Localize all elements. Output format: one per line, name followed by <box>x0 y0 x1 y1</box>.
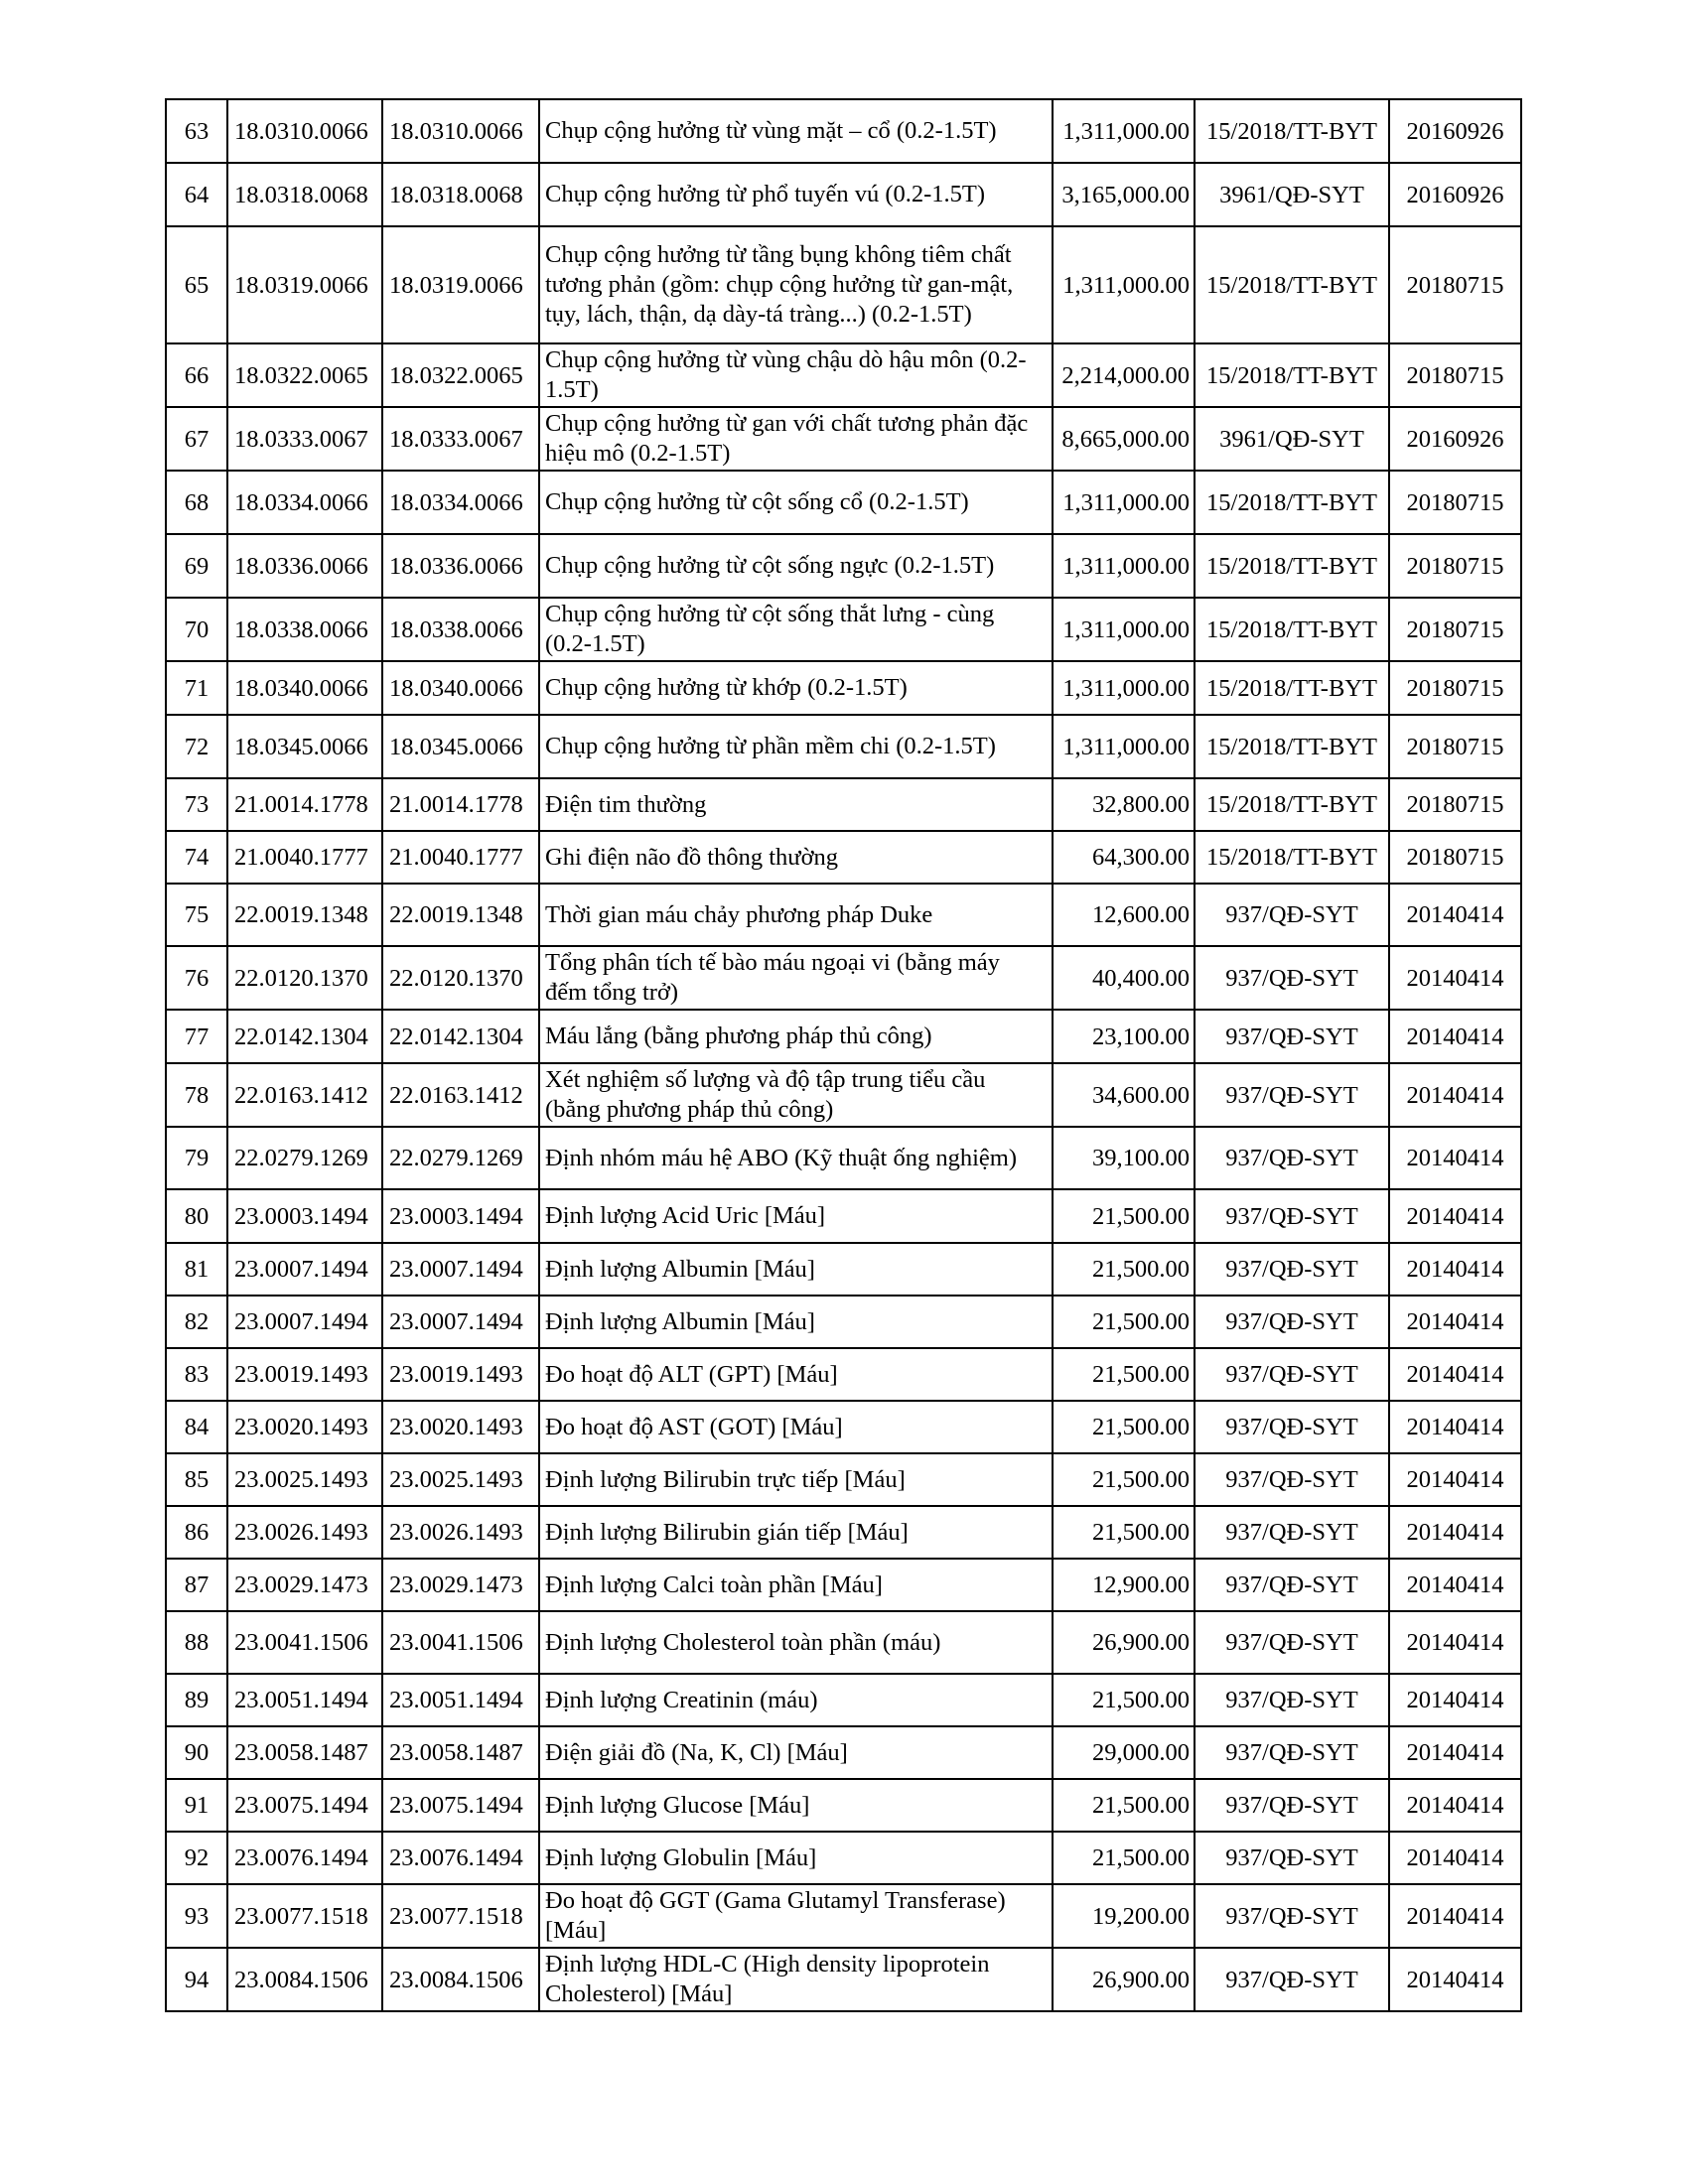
price-table <box>165 98 1522 2012</box>
row-number: 67 <box>166 407 227 471</box>
effective-date: 20180715 <box>1389 598 1521 661</box>
effective-date: 20140414 <box>1389 1063 1521 1127</box>
decision-document: 937/QĐ-SYT <box>1195 1832 1389 1884</box>
service-code: 18.0338.0066 <box>227 598 382 661</box>
row-number: 83 <box>166 1348 227 1401</box>
service-name: Điện giải đồ (Na, K, Cl) [Máu] <box>539 1726 1053 1779</box>
decision-document: 937/QĐ-SYT <box>1195 1348 1389 1401</box>
service-code: 23.0051.1494 <box>227 1674 382 1726</box>
table-row <box>166 1296 1521 1348</box>
service-price: 21,500.00 <box>1053 1453 1195 1506</box>
service-name: Định nhóm máu hệ ABO (Kỹ thuật ống nghiệm) <box>539 1127 1053 1189</box>
service-name: Chụp cộng hưởng từ phần mềm chi (0.2-1.5T) <box>539 715 1053 778</box>
service-name: Chụp cộng hưởng từ gan với chất tương phản đặc hiệu mô (0.2-1.5T) <box>539 407 1053 471</box>
decision-document: 15/2018/TT-BYT <box>1195 226 1389 343</box>
table-row <box>166 1453 1521 1506</box>
service-name: Tổng phân tích tế bào máu ngoại vi (bằng máy đếm tổng trở) <box>539 946 1053 1010</box>
table-row <box>166 1063 1521 1127</box>
table-row <box>166 1611 1521 1674</box>
table-row <box>166 534 1521 598</box>
service-price: 21,500.00 <box>1053 1243 1195 1296</box>
mapped-service-code: 18.0333.0067 <box>382 407 539 471</box>
effective-date: 20140414 <box>1389 1189 1521 1243</box>
row-number: 76 <box>166 946 227 1010</box>
row-number: 80 <box>166 1189 227 1243</box>
service-name: Định lượng Globulin [Máu] <box>539 1832 1053 1884</box>
decision-document: 937/QĐ-SYT <box>1195 946 1389 1010</box>
service-price: 8,665,000.00 <box>1053 407 1195 471</box>
table-row <box>166 715 1521 778</box>
row-number: 93 <box>166 1884 227 1948</box>
table-body <box>166 99 1521 2011</box>
service-code: 22.0019.1348 <box>227 884 382 946</box>
effective-date: 20180715 <box>1389 343 1521 407</box>
mapped-service-code: 21.0040.1777 <box>382 831 539 884</box>
decision-document: 15/2018/TT-BYT <box>1195 661 1389 715</box>
service-code: 23.0077.1518 <box>227 1884 382 1948</box>
mapped-service-code: 18.0340.0066 <box>382 661 539 715</box>
service-code: 18.0340.0066 <box>227 661 382 715</box>
mapped-service-code: 18.0319.0066 <box>382 226 539 343</box>
row-number: 87 <box>166 1559 227 1611</box>
table-row <box>166 1010 1521 1063</box>
service-name: Định lượng Acid Uric [Máu] <box>539 1189 1053 1243</box>
decision-document: 15/2018/TT-BYT <box>1195 715 1389 778</box>
service-name: Ghi điện não đồ thông thường <box>539 831 1053 884</box>
effective-date: 20180715 <box>1389 661 1521 715</box>
effective-date: 20140414 <box>1389 1453 1521 1506</box>
mapped-service-code: 22.0120.1370 <box>382 946 539 1010</box>
service-code: 21.0014.1778 <box>227 778 382 831</box>
service-code: 18.0333.0067 <box>227 407 382 471</box>
row-number: 94 <box>166 1948 227 2011</box>
mapped-service-code: 22.0163.1412 <box>382 1063 539 1127</box>
row-number: 82 <box>166 1296 227 1348</box>
mapped-service-code: 18.0336.0066 <box>382 534 539 598</box>
service-price: 64,300.00 <box>1053 831 1195 884</box>
row-number: 91 <box>166 1779 227 1832</box>
mapped-service-code: 23.0003.1494 <box>382 1189 539 1243</box>
row-number: 72 <box>166 715 227 778</box>
service-code: 22.0120.1370 <box>227 946 382 1010</box>
service-code: 18.0318.0068 <box>227 163 382 226</box>
table-row <box>166 1127 1521 1189</box>
decision-document: 3961/QĐ-SYT <box>1195 163 1389 226</box>
decision-document: 937/QĐ-SYT <box>1195 1453 1389 1506</box>
effective-date: 20140414 <box>1389 1779 1521 1832</box>
service-name: Định lượng Creatinin (máu) <box>539 1674 1053 1726</box>
row-number: 68 <box>166 471 227 534</box>
service-code: 23.0025.1493 <box>227 1453 382 1506</box>
service-name: Chụp cộng hưởng từ vùng chậu dò hậu môn (0.2-1.5T) <box>539 343 1053 407</box>
mapped-service-code: 23.0051.1494 <box>382 1674 539 1726</box>
effective-date: 20140414 <box>1389 1611 1521 1674</box>
service-code: 23.0041.1506 <box>227 1611 382 1674</box>
service-code: 18.0334.0066 <box>227 471 382 534</box>
decision-document: 937/QĐ-SYT <box>1195 1779 1389 1832</box>
service-code: 22.0142.1304 <box>227 1010 382 1063</box>
service-name: Định lượng Bilirubin gián tiếp [Máu] <box>539 1506 1053 1559</box>
effective-date: 20140414 <box>1389 1559 1521 1611</box>
decision-document: 937/QĐ-SYT <box>1195 1506 1389 1559</box>
table-row <box>166 1243 1521 1296</box>
row-number: 66 <box>166 343 227 407</box>
service-price: 39,100.00 <box>1053 1127 1195 1189</box>
effective-date: 20140414 <box>1389 1726 1521 1779</box>
effective-date: 20160926 <box>1389 99 1521 163</box>
decision-document: 937/QĐ-SYT <box>1195 1948 1389 2011</box>
table-row <box>166 778 1521 831</box>
service-price: 21,500.00 <box>1053 1189 1195 1243</box>
service-code: 23.0058.1487 <box>227 1726 382 1779</box>
decision-document: 937/QĐ-SYT <box>1195 1243 1389 1296</box>
service-name: Đo hoạt độ AST (GOT) [Máu] <box>539 1401 1053 1453</box>
service-price: 21,500.00 <box>1053 1832 1195 1884</box>
decision-document: 15/2018/TT-BYT <box>1195 471 1389 534</box>
table-row <box>166 226 1521 343</box>
table-row <box>166 1832 1521 1884</box>
service-code: 23.0076.1494 <box>227 1832 382 1884</box>
decision-document: 15/2018/TT-BYT <box>1195 831 1389 884</box>
row-number: 74 <box>166 831 227 884</box>
table-row <box>166 1726 1521 1779</box>
service-name: Định lượng Glucose [Máu] <box>539 1779 1053 1832</box>
table-row <box>166 1506 1521 1559</box>
row-number: 71 <box>166 661 227 715</box>
mapped-service-code: 23.0026.1493 <box>382 1506 539 1559</box>
mapped-service-code: 23.0029.1473 <box>382 1559 539 1611</box>
service-price: 29,000.00 <box>1053 1726 1195 1779</box>
service-code: 23.0007.1494 <box>227 1243 382 1296</box>
effective-date: 20140414 <box>1389 884 1521 946</box>
mapped-service-code: 23.0075.1494 <box>382 1779 539 1832</box>
mapped-service-code: 22.0279.1269 <box>382 1127 539 1189</box>
service-name: Chụp cộng hưởng từ cột sống cổ (0.2-1.5T) <box>539 471 1053 534</box>
row-number: 78 <box>166 1063 227 1127</box>
effective-date: 20140414 <box>1389 946 1521 1010</box>
row-number: 86 <box>166 1506 227 1559</box>
mapped-service-code: 23.0084.1506 <box>382 1948 539 2011</box>
decision-document: 937/QĐ-SYT <box>1195 1063 1389 1127</box>
service-code: 18.0336.0066 <box>227 534 382 598</box>
mapped-service-code: 23.0019.1493 <box>382 1348 539 1401</box>
service-price: 32,800.00 <box>1053 778 1195 831</box>
service-name: Đo hoạt độ ALT (GPT) [Máu] <box>539 1348 1053 1401</box>
table-row <box>166 946 1521 1010</box>
decision-document: 937/QĐ-SYT <box>1195 1296 1389 1348</box>
table-row <box>166 343 1521 407</box>
decision-document: 937/QĐ-SYT <box>1195 884 1389 946</box>
service-name: Định lượng HDL-C (High density lipoprotein Cholesterol) [Máu] <box>539 1948 1053 2011</box>
row-number: 81 <box>166 1243 227 1296</box>
table-row <box>166 407 1521 471</box>
row-number: 73 <box>166 778 227 831</box>
service-name: Chụp cộng hưởng từ vùng mặt – cổ (0.2-1.5T) <box>539 99 1053 163</box>
mapped-service-code: 23.0041.1506 <box>382 1611 539 1674</box>
row-number: 90 <box>166 1726 227 1779</box>
service-name: Đo hoạt độ GGT (Gama Glutamyl Transferase) [Máu] <box>539 1884 1053 1948</box>
effective-date: 20140414 <box>1389 1348 1521 1401</box>
row-number: 84 <box>166 1401 227 1453</box>
effective-date: 20180715 <box>1389 226 1521 343</box>
mapped-service-code: 18.0322.0065 <box>382 343 539 407</box>
effective-date: 20140414 <box>1389 1010 1521 1063</box>
row-number: 89 <box>166 1674 227 1726</box>
row-number: 64 <box>166 163 227 226</box>
service-name: Thời gian máu chảy phương pháp Duke <box>539 884 1053 946</box>
table-row <box>166 1948 1521 2011</box>
mapped-service-code: 23.0077.1518 <box>382 1884 539 1948</box>
decision-document: 15/2018/TT-BYT <box>1195 99 1389 163</box>
row-number: 77 <box>166 1010 227 1063</box>
decision-document: 937/QĐ-SYT <box>1195 1559 1389 1611</box>
decision-document: 937/QĐ-SYT <box>1195 1010 1389 1063</box>
effective-date: 20160926 <box>1389 407 1521 471</box>
table-row <box>166 1189 1521 1243</box>
decision-document: 15/2018/TT-BYT <box>1195 598 1389 661</box>
service-price: 2,214,000.00 <box>1053 343 1195 407</box>
table-row <box>166 1559 1521 1611</box>
service-name: Chụp cộng hưởng từ cột sống thắt lưng - cùng (0.2-1.5T) <box>539 598 1053 661</box>
row-number: 85 <box>166 1453 227 1506</box>
table-row <box>166 884 1521 946</box>
service-price: 21,500.00 <box>1053 1674 1195 1726</box>
table-row <box>166 1674 1521 1726</box>
service-code: 18.0345.0066 <box>227 715 382 778</box>
decision-document: 937/QĐ-SYT <box>1195 1127 1389 1189</box>
mapped-service-code: 23.0076.1494 <box>382 1832 539 1884</box>
table-row <box>166 1401 1521 1453</box>
decision-document: 15/2018/TT-BYT <box>1195 534 1389 598</box>
service-name: Chụp cộng hưởng từ cột sống ngực (0.2-1.5T) <box>539 534 1053 598</box>
decision-document: 937/QĐ-SYT <box>1195 1726 1389 1779</box>
row-number: 70 <box>166 598 227 661</box>
service-price: 26,900.00 <box>1053 1948 1195 2011</box>
service-price: 12,600.00 <box>1053 884 1195 946</box>
service-name: Xét nghiệm số lượng và độ tập trung tiểu cầu (bằng phương pháp thủ công) <box>539 1063 1053 1127</box>
service-code: 18.0322.0065 <box>227 343 382 407</box>
service-code: 22.0163.1412 <box>227 1063 382 1127</box>
service-price: 34,600.00 <box>1053 1063 1195 1127</box>
decision-document: 937/QĐ-SYT <box>1195 1611 1389 1674</box>
effective-date: 20180715 <box>1389 534 1521 598</box>
service-price: 1,311,000.00 <box>1053 471 1195 534</box>
mapped-service-code: 22.0019.1348 <box>382 884 539 946</box>
service-name: Định lượng Albumin [Máu] <box>539 1243 1053 1296</box>
effective-date: 20180715 <box>1389 715 1521 778</box>
table-row <box>166 661 1521 715</box>
effective-date: 20140414 <box>1389 1401 1521 1453</box>
decision-document: 15/2018/TT-BYT <box>1195 778 1389 831</box>
service-code: 23.0019.1493 <box>227 1348 382 1401</box>
service-price: 21,500.00 <box>1053 1348 1195 1401</box>
service-price: 12,900.00 <box>1053 1559 1195 1611</box>
service-code: 23.0075.1494 <box>227 1779 382 1832</box>
effective-date: 20140414 <box>1389 1506 1521 1559</box>
row-number: 65 <box>166 226 227 343</box>
service-price: 1,311,000.00 <box>1053 226 1195 343</box>
service-name: Chụp cộng hưởng từ phổ tuyến vú (0.2-1.5T) <box>539 163 1053 226</box>
mapped-service-code: 23.0007.1494 <box>382 1296 539 1348</box>
mapped-service-code: 18.0318.0068 <box>382 163 539 226</box>
effective-date: 20140414 <box>1389 1832 1521 1884</box>
service-price: 23,100.00 <box>1053 1010 1195 1063</box>
effective-date: 20140414 <box>1389 1674 1521 1726</box>
effective-date: 20140414 <box>1389 1948 1521 2011</box>
mapped-service-code: 23.0025.1493 <box>382 1453 539 1506</box>
table-row <box>166 1884 1521 1948</box>
service-price: 19,200.00 <box>1053 1884 1195 1948</box>
service-code: 23.0084.1506 <box>227 1948 382 2011</box>
mapped-service-code: 23.0007.1494 <box>382 1243 539 1296</box>
table-row <box>166 831 1521 884</box>
table-row <box>166 471 1521 534</box>
table-row <box>166 99 1521 163</box>
mapped-service-code: 18.0338.0066 <box>382 598 539 661</box>
decision-document: 3961/QĐ-SYT <box>1195 407 1389 471</box>
row-number: 88 <box>166 1611 227 1674</box>
service-code: 23.0029.1473 <box>227 1559 382 1611</box>
service-name: Định lượng Albumin [Máu] <box>539 1296 1053 1348</box>
service-name: Định lượng Calci toàn phần [Máu] <box>539 1559 1053 1611</box>
service-price: 1,311,000.00 <box>1053 661 1195 715</box>
service-name: Chụp cộng hưởng từ khớp (0.2-1.5T) <box>539 661 1053 715</box>
effective-date: 20140414 <box>1389 1884 1521 1948</box>
service-code: 21.0040.1777 <box>227 831 382 884</box>
service-price: 21,500.00 <box>1053 1401 1195 1453</box>
table-row <box>166 163 1521 226</box>
row-number: 75 <box>166 884 227 946</box>
service-price: 21,500.00 <box>1053 1779 1195 1832</box>
service-code: 18.0319.0066 <box>227 226 382 343</box>
effective-date: 20160926 <box>1389 163 1521 226</box>
decision-document: 15/2018/TT-BYT <box>1195 343 1389 407</box>
service-price: 1,311,000.00 <box>1053 715 1195 778</box>
service-code: 18.0310.0066 <box>227 99 382 163</box>
effective-date: 20140414 <box>1389 1127 1521 1189</box>
service-price: 3,165,000.00 <box>1053 163 1195 226</box>
decision-document: 937/QĐ-SYT <box>1195 1884 1389 1948</box>
service-price: 40,400.00 <box>1053 946 1195 1010</box>
effective-date: 20140414 <box>1389 1243 1521 1296</box>
service-code: 23.0026.1493 <box>227 1506 382 1559</box>
service-code: 22.0279.1269 <box>227 1127 382 1189</box>
effective-date: 20180715 <box>1389 778 1521 831</box>
service-price: 1,311,000.00 <box>1053 99 1195 163</box>
mapped-service-code: 18.0334.0066 <box>382 471 539 534</box>
decision-document: 937/QĐ-SYT <box>1195 1674 1389 1726</box>
service-price: 21,500.00 <box>1053 1296 1195 1348</box>
row-number: 63 <box>166 99 227 163</box>
service-code: 23.0007.1494 <box>227 1296 382 1348</box>
service-name: Định lượng Cholesterol toàn phần (máu) <box>539 1611 1053 1674</box>
table-row <box>166 1348 1521 1401</box>
effective-date: 20180715 <box>1389 471 1521 534</box>
decision-document: 937/QĐ-SYT <box>1195 1189 1389 1243</box>
row-number: 79 <box>166 1127 227 1189</box>
service-price: 26,900.00 <box>1053 1611 1195 1674</box>
row-number: 92 <box>166 1832 227 1884</box>
service-code: 23.0020.1493 <box>227 1401 382 1453</box>
mapped-service-code: 23.0020.1493 <box>382 1401 539 1453</box>
decision-document: 937/QĐ-SYT <box>1195 1401 1389 1453</box>
effective-date: 20140414 <box>1389 1296 1521 1348</box>
service-name: Điện tim thường <box>539 778 1053 831</box>
mapped-service-code: 22.0142.1304 <box>382 1010 539 1063</box>
service-name: Máu lắng (bằng phương pháp thủ công) <box>539 1010 1053 1063</box>
service-code: 23.0003.1494 <box>227 1189 382 1243</box>
effective-date: 20180715 <box>1389 831 1521 884</box>
table-row <box>166 1779 1521 1832</box>
mapped-service-code: 18.0310.0066 <box>382 99 539 163</box>
mapped-service-code: 23.0058.1487 <box>382 1726 539 1779</box>
row-number: 69 <box>166 534 227 598</box>
service-name: Định lượng Bilirubin trực tiếp [Máu] <box>539 1453 1053 1506</box>
service-name: Chụp cộng hưởng từ tầng bụng không tiêm chất tương phản (gồm: chụp cộng hưởng từ gan-mật, tụy, lách, thận, dạ dày-tá tràng...) (0.2-1.5T) <box>539 226 1053 343</box>
service-price: 1,311,000.00 <box>1053 598 1195 661</box>
service-price: 21,500.00 <box>1053 1506 1195 1559</box>
mapped-service-code: 21.0014.1778 <box>382 778 539 831</box>
service-price: 1,311,000.00 <box>1053 534 1195 598</box>
mapped-service-code: 18.0345.0066 <box>382 715 539 778</box>
table-row <box>166 598 1521 661</box>
